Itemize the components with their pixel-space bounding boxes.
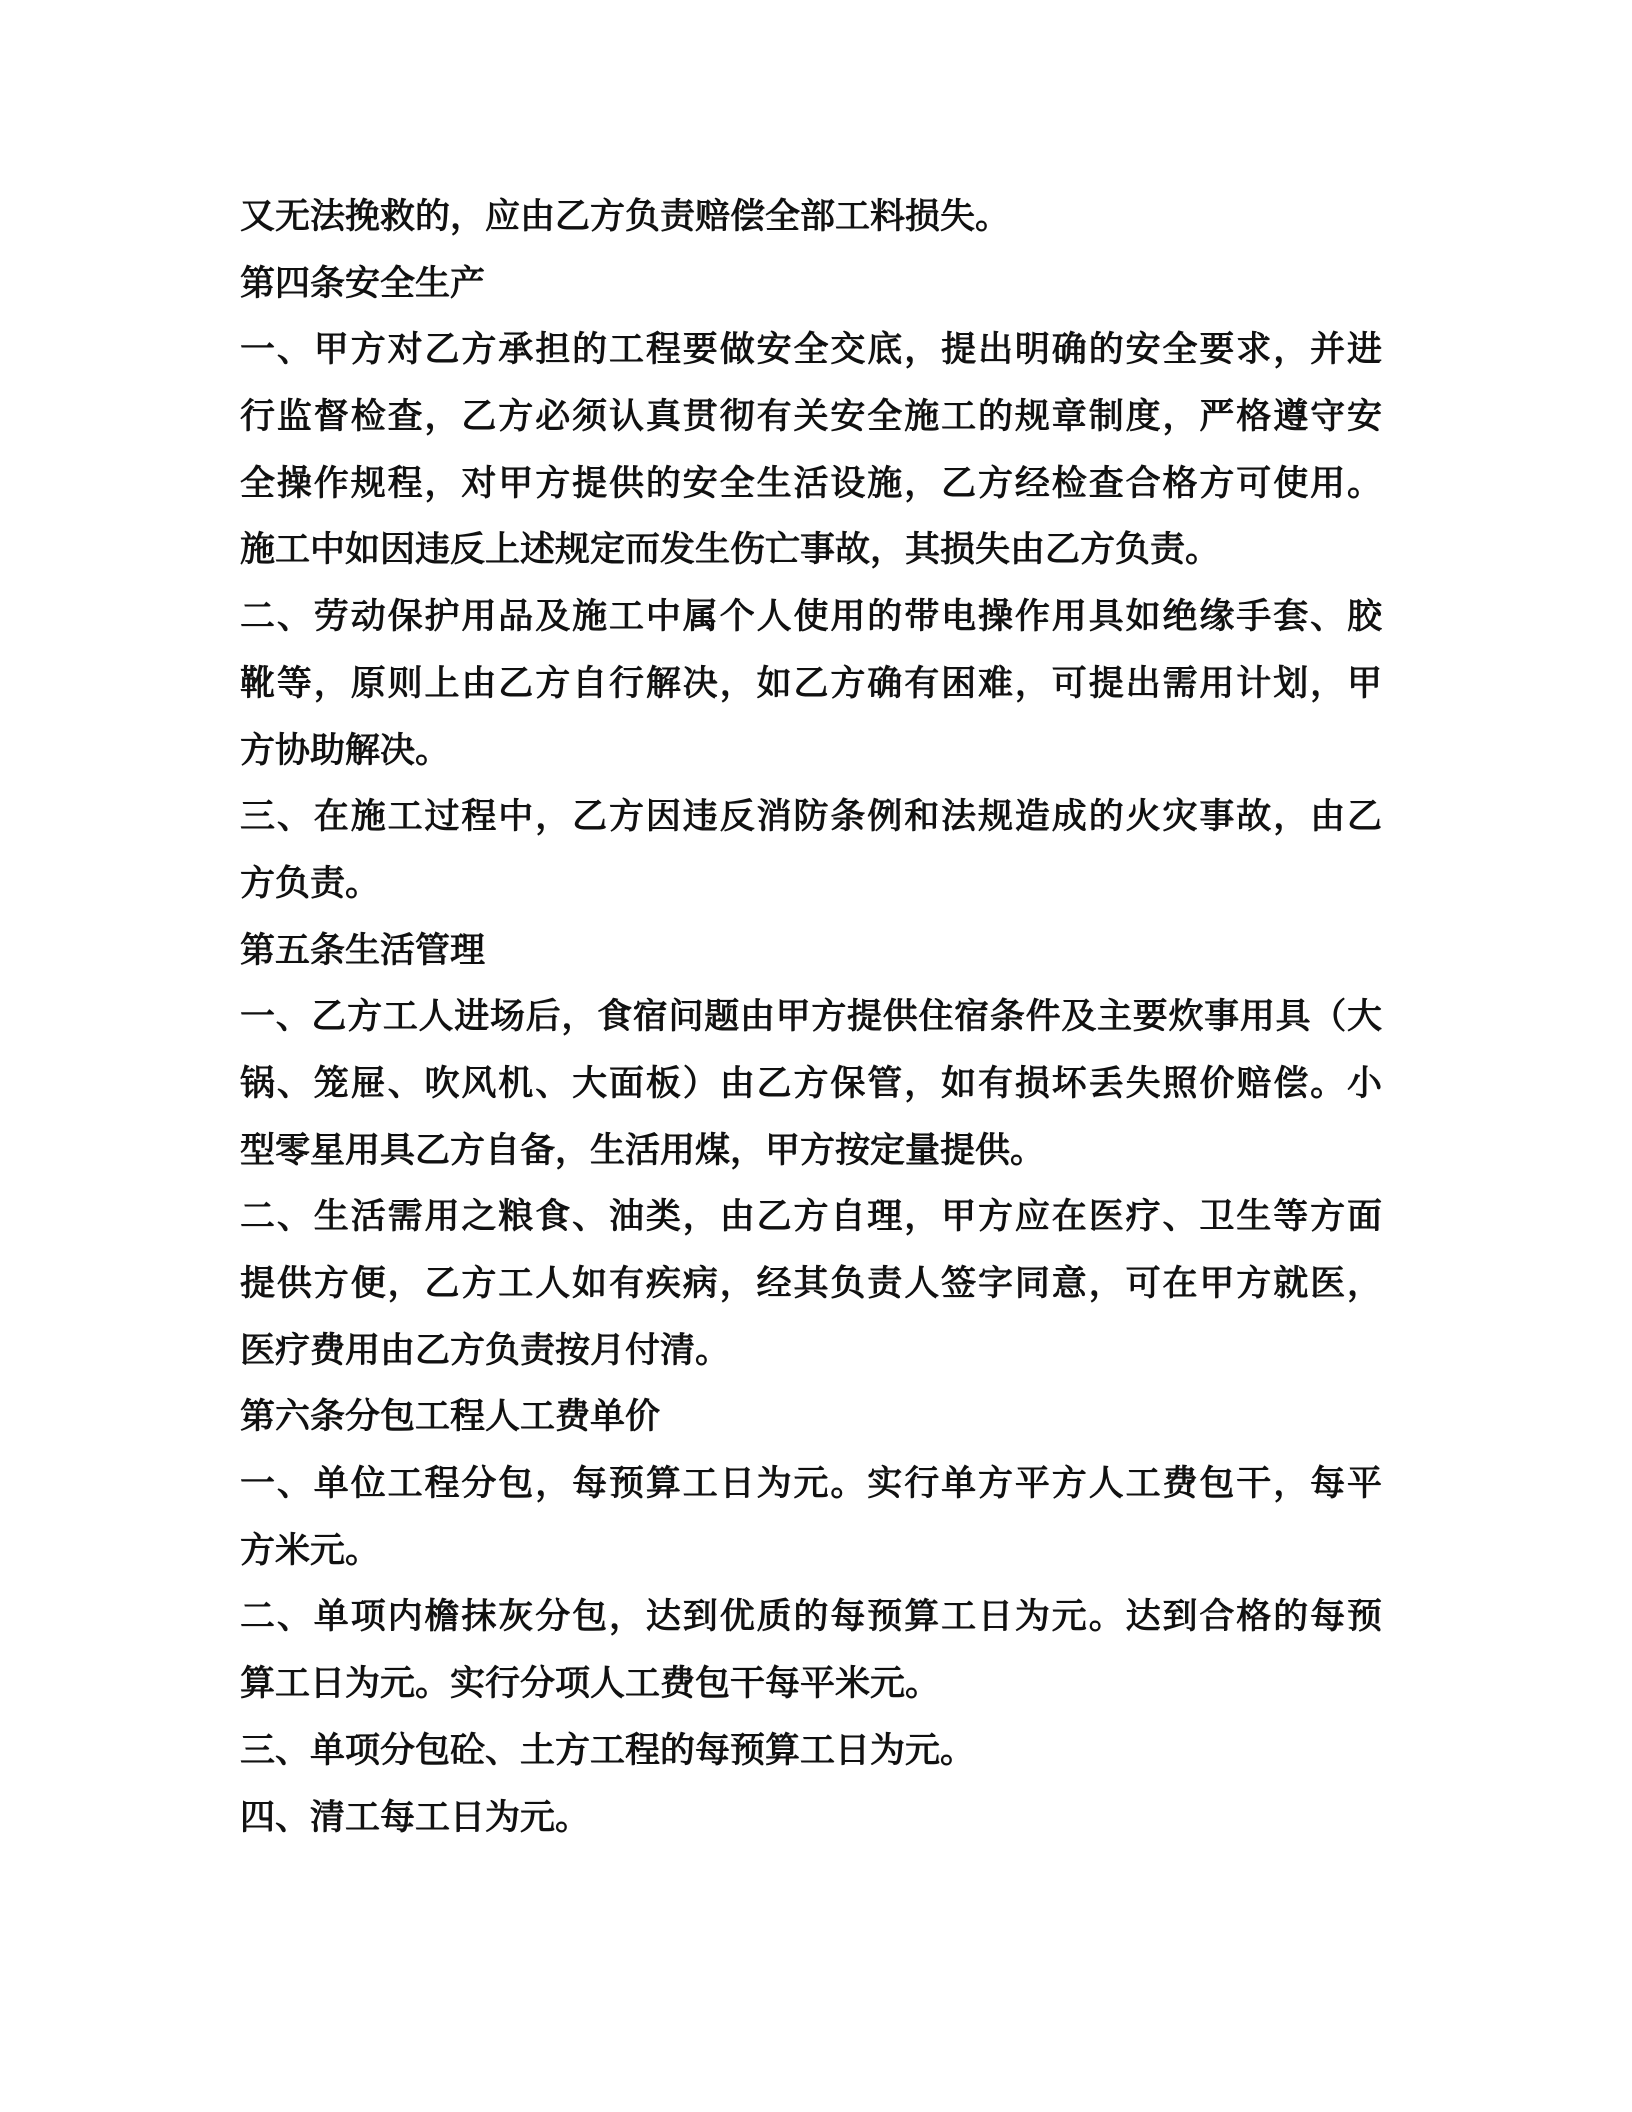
clause-line: 二、生活需用之粮食、油类，由乙方自理，甲方应在医疗、卫生等方面 bbox=[240, 1197, 1382, 1238]
clause bbox=[240, 317, 1382, 584]
clause bbox=[240, 1184, 1382, 1384]
clause bbox=[240, 1785, 1382, 1852]
clause bbox=[240, 584, 1382, 784]
clause bbox=[240, 784, 1382, 917]
section-heading: 第五条生活管理 bbox=[240, 930, 486, 971]
clause bbox=[240, 1718, 1382, 1785]
clause-line: 全操作规程，对甲方提供的安全生活设施，乙方经检查合格方可使用。 bbox=[240, 463, 1382, 504]
clause-line: 行监督检查，乙方必须认真贯彻有关安全施工的规章制度，严格遵守安 bbox=[240, 397, 1382, 438]
clause-line: 靴等，原则上由乙方自行解决，如乙方确有困难，可提出需用计划，甲 bbox=[240, 663, 1382, 704]
clause-line: 型零星用具乙方自备，生活用煤，甲方按定量提供。 bbox=[240, 1130, 1046, 1171]
clause-line: 一、甲方对乙方承担的工程要做安全交底，提出明确的安全要求，并进 bbox=[240, 330, 1382, 371]
clause bbox=[240, 984, 1382, 1184]
clause-line: 方负责。 bbox=[240, 863, 381, 904]
clause-line: 提供方便，乙方工人如有疾病，经其负责人签字同意，可在甲方就医， bbox=[240, 1264, 1382, 1304]
clause-line: 方协助解决。 bbox=[240, 730, 451, 771]
section-heading: 第六条分包工程人工费单价 bbox=[240, 1397, 661, 1438]
clause-line: 四、清工每工日为元。 bbox=[240, 1797, 591, 1838]
document-page bbox=[240, 184, 1382, 1851]
clause-line: 施工中如因违反上述规定而发生伤亡事故，其损失由乙方负责。 bbox=[240, 530, 1221, 571]
clause bbox=[240, 1584, 1382, 1717]
clause-line: 医疗费用由乙方负责按月付清。 bbox=[240, 1330, 731, 1371]
section-heading: 第四条安全生产 bbox=[240, 263, 486, 304]
clause-line: 方米元。 bbox=[240, 1530, 381, 1571]
continuation-line: 又无法挽救的，应由乙方负责赔偿全部工料损失。 bbox=[240, 197, 1011, 237]
clause-line: 二、劳动保护用品及施工中属个人使用的带电操作用具如绝缘手套、胶 bbox=[240, 597, 1382, 638]
clause-line: 二、单项内檐抹灰分包，达到优质的每预算工日为元。达到合格的每预 bbox=[240, 1597, 1382, 1638]
clause-line: 三、单项分包砼、土方工程的每预算工日为元。 bbox=[240, 1730, 976, 1771]
clause-line: 锅、笼屉、吹风机、大面板）由乙方保管，如有损坏丢失照价赔偿。小 bbox=[240, 1063, 1382, 1104]
clause-line: 一、乙方工人进场后，食宿问题由甲方提供住宿条件及主要炊事用具（大 bbox=[240, 997, 1382, 1038]
clause-line: 三、在施工过程中，乙方因违反消防条例和法规造成的火灾事故，由乙 bbox=[240, 797, 1382, 838]
clause bbox=[240, 1451, 1382, 1584]
clause-line: 算工日为元。实行分项人工费包干每平米元。 bbox=[240, 1664, 941, 1705]
clause-line: 一、单位工程分包，每预算工日为元。实行单方平方人工费包干，每平 bbox=[240, 1464, 1382, 1505]
